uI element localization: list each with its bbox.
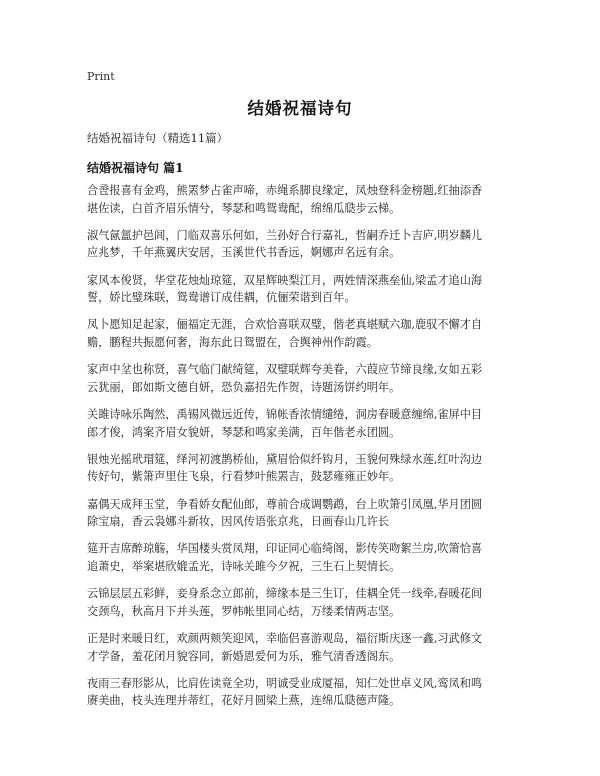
page-title: 结婚祝福诗句 bbox=[247, 99, 353, 118]
poem-paragraph bbox=[87, 585, 527, 620]
poem-line: 夜雨三春形影从，比肩佐读竟全功，明诚受业成厦福，知仁处世卓义风,鸾凤和鸣 bbox=[87, 676, 483, 690]
poem-paragraph bbox=[87, 227, 527, 262]
poem-line: 正是时来暖日红，欢颜两颊笑迎风，幸临侣喜游观岛，福衍斯庆逐一鑫,习武修文 bbox=[87, 632, 483, 645]
poem-paragraph bbox=[87, 496, 527, 531]
poem-paragraph bbox=[87, 272, 527, 307]
poem-line: 嘉偶天成拜玉堂，争看娇女配仙郎，尊前合成调鹦鹉，台上吹箫引凤凰,华月团圆 bbox=[87, 497, 483, 511]
poem-paragraph bbox=[87, 451, 527, 486]
poem-line: 关雎诗咏乐陶然，禹锡风微远近传，锦帐香浓情缱绻，洞房春暖意缠绵,雀屏中目 bbox=[87, 408, 483, 421]
poem-line: 筵开吉席醉琼觞，华国楼头赏凤翔，印证同心临绮阁，影传笑吻絮兰房,吹箫恰喜 bbox=[87, 542, 483, 556]
poem-line: 堪佐读，白首齐眉乐情兮，琴瑟和鸣鸳鸯配，绵绵瓜瓞步云梯。 bbox=[87, 201, 401, 215]
poem-line: 云犹丽，郎如斯文德自妍，恐负嘉招先作贺，诗题汤饼约明年。 bbox=[87, 380, 401, 394]
poem-line: 追萧史，举案堪欣媲孟光，诗咏关雎今夕祝，三生石上契情长。 bbox=[87, 559, 401, 573]
poem-line: 交颈鸟，秋高月下并头莲，罗帏帐里同心结，万缕柔情两志坚。 bbox=[87, 604, 401, 618]
poem-paragraph bbox=[87, 316, 527, 351]
poem-line: 应兆梦，千年燕翼庆安居，玉溪世代书香远，婀娜声名远有余。 bbox=[87, 246, 401, 260]
poem-line: 誓，娇比璧珠联，鸳鸯谱订成佳耦，伉俪荣谐到百年。 bbox=[87, 291, 356, 305]
poem-paragraph bbox=[87, 406, 527, 441]
poem-line: 赓美曲，枝头连理并蒂红，花好月圆梁上燕，连绵瓜瓞德声隆。 bbox=[87, 694, 401, 708]
section-heading: 结婚祝福诗句 篇1 bbox=[87, 161, 184, 175]
poem-paragraph bbox=[87, 540, 527, 575]
document-subtitle: 结婚祝福诗句（精选11篇） bbox=[87, 131, 229, 145]
poem-line: 家风本俊贤，华堂花烛灿琼筵，双星辉映梨江月，两姓情深燕垒仙,梁孟才追山海 bbox=[87, 273, 483, 287]
poem-line: 云锦层层五彩鲜，妾身系念立郎前，缔缘本是三生订，佳耦全凭一线牵,春暖花间 bbox=[87, 587, 483, 601]
poem-line: 淑气氤氲护邑闾，门临双喜乐何如，兰孙好合行嘉礼，哲嗣乔迁卜吉庐,明岁麟儿 bbox=[87, 228, 483, 242]
poem-line: 除宝扇，香云袅娜斗新妆，因风传语张京兆，日画春山几许长 bbox=[87, 515, 390, 529]
poem-line: 传好句，紫箫声里住飞泉，行看梦叶熊罴吉，鼓瑟雍雍正妙年。 bbox=[87, 470, 401, 484]
poem-line: 凤卜愿知足起家，俪福定无涯，合欢恰喜联双璧，偕老真堪赋六珈,鹿驭不懈才自 bbox=[87, 318, 483, 332]
poem-line: 家声中坌也称贤，喜气临门献绮筵，双璧联辉夸美眷，六葭应节缔良缘,女如五彩 bbox=[87, 363, 483, 377]
poem-paragraph bbox=[87, 361, 527, 396]
poem-paragraph bbox=[87, 630, 527, 665]
poem-line: 郎才俊，鸿案齐眉女貌妍，琴瑟和鸣家美满，百年偕老永团圆。 bbox=[87, 425, 401, 439]
print-link[interactable]: Print bbox=[87, 70, 115, 83]
poem-line: 合卺报喜有金鸡，熊罴梦占雀声啼，赤绳系脚良缘定，凤烛登科金榜题,红抽添香 bbox=[87, 184, 483, 197]
poem-line: 才学备，羞花闭月貌容同，新婚恩爱何为乐，雅气清香透阁东。 bbox=[87, 649, 401, 663]
poem-line: 银烛光摇玳瑁筵，绎河初渡鹊桥仙，黛眉恰似纤钩月，玉貌何殊绿水莲,红叶沟边 bbox=[87, 452, 483, 466]
poem-paragraph bbox=[87, 675, 527, 710]
poem-line: 赡，鹏程共振愿何奢，海东此日鸳盟在，合舆神州作韵霞。 bbox=[87, 335, 378, 349]
poem-paragraph bbox=[87, 182, 527, 217]
